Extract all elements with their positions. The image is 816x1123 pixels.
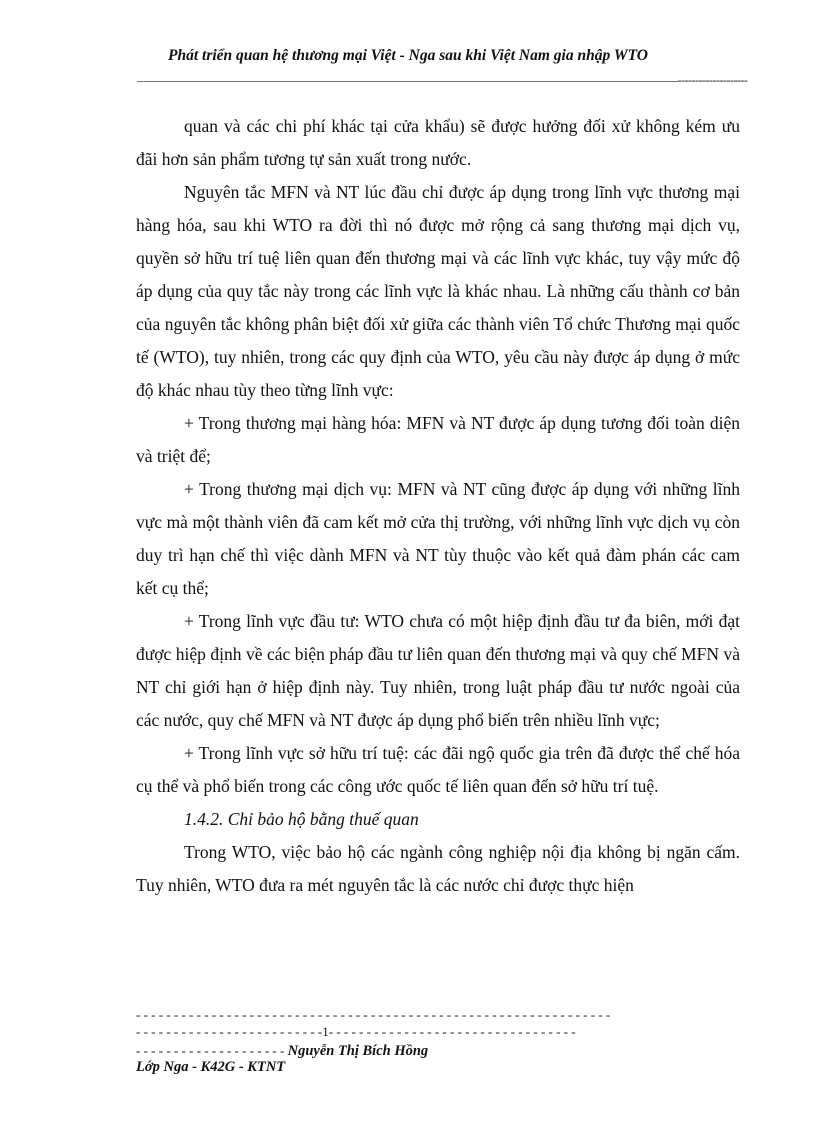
paragraph: Trong WTO, việc bảo hộ các ngành công nghiệp nội địa không bị ngăn cấm. Tuy nhiên, WTO đưa ra mét nguyên tắc là các nước chỉ được thực hiện [136, 842, 740, 895]
author-name: Nguyễn Thị Bích Hồng [287, 1043, 429, 1059]
paragraph: + Trong lĩnh vực đầu tư: WTO chưa có một hiệp định đầu tư đa biên, mới đạt được hiệp định về các biện pháp đầu tư liên quan đến thương mại và quy chế MFN và NT chỉ giới hạn ở hiệp định này. Tuy nhiên, trong luật pháp đầu tư nước ngoài của các nước, quy chế MFN và NT được áp dụng phổ biến trên nhiều lĩnh vực; [136, 611, 740, 730]
paragraph: Nguyên tắc MFN và NT lúc đầu chỉ được áp dụng trong lĩnh vực thương mại hàng hóa, sau khi WTO ra đời thì nó được mở rộng cả sang thương mại dịch vụ, quyền sở hữu trí tuệ liên quan đến thương mại và các lĩnh vực khác, tuy vậy mức độ áp dụng của quy tắc này trong các lĩnh vực là khác nhau. Là những cấu thành cơ bản của nguyên tắc không phân biệt đối xử giữa các thành viên Tổ chức Thương mại quốc tế (WTO), tuy nhiên, trong các quy định của WTO, yêu cầu này được áp dụng ở mức độ khác nhau tùy theo từng lĩnh vực: [136, 182, 740, 400]
footer-dash-line [136, 1025, 576, 1038]
footer-dash-left: - - - - - - - - - - - - - - - - - - - - - - - - - [136, 1024, 323, 1039]
paragraph: quan và các chi phí khác tại cửa khẩu) sẽ được hưởng đối xử không kém ưu đãi hơn sản phẩm tương tự sản xuất trong nước. [136, 116, 740, 169]
footer-class-info: Lớp Nga - K42G - KTNT [136, 1059, 286, 1075]
page-header-title: Phát triển quan hệ thương mại Việt - Nga sau khi Việt Nam gia nhập WTO [168, 47, 648, 64]
page-number: 1 [322, 1024, 329, 1039]
footer-dash-short: - - - - - - - - - - - - - - - - - - - - [136, 1043, 285, 1058]
paragraph: + Trong lĩnh vực sở hữu trí tuệ: các đãi ngộ quốc gia trên đã được thể chế hóa cụ thể và phổ biến trong các công ước quốc tế liên quan đến sở hữu trí tuệ. [136, 743, 740, 796]
header-rule: ———————————————————————————————————————————————-------------------- [137, 73, 748, 87]
paragraph: + Trong thương mại hàng hóa: MFN và NT được áp dụng tương đối toàn diện và triệt để; [136, 413, 740, 466]
footer-dash-right: - - - - - - - - - - - - - - - - - - - - - - - - - - - - - - - - - [328, 1024, 576, 1039]
section-heading: 1.4.2. Chỉ bảo hộ bằng thuế quan [184, 809, 419, 829]
footer-dash-line: - - - - - - - - - - - - - - - - - - - - - - - - - - - - - - - - - - - - - - - - - - - - - - - - - - - - - - - - - - - - - - - [136, 1007, 611, 1022]
footer-author-line [136, 1043, 428, 1060]
document-body [136, 110, 740, 902]
paragraph: + Trong thương mại dịch vụ: MFN và NT cũng được áp dụng với những lĩnh vực mà một thành viên đã cam kết mở cửa thị trường, với những lĩnh vực dịch vụ còn duy trì hạn chế thì việc dành MFN và NT tùy thuộc vào kết quả đàm phán các cam kết cụ thể; [136, 479, 740, 598]
